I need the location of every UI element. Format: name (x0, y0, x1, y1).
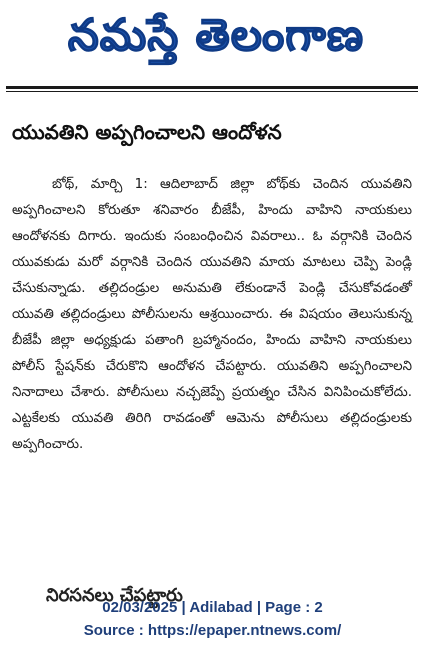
masthead-rule-thin (6, 91, 418, 92)
article-headline: యువతిని అప్పగించాలని ఆందోళన (12, 120, 282, 144)
footer-source-link[interactable]: Source : https://epaper.ntnews.com/ (83, 622, 342, 639)
source-footer (0, 596, 425, 642)
masthead-rule-thick (6, 86, 418, 89)
article-body: బోథ్, మార్చి 1: ఆదిలాబాద్ జిల్లా బోథ్‌కు చెందిన యువతిని అప్పగించాలని కోరుతూ శనివారం బీజేపీ, హిందు వాహిని నాయకులు ఆందోళనకు దిగారు. ఇందుకు సంబంధించిన వివరాలు.. ఓ వర్గానికి చెందిన యువకుడు మరో వర్గానికి చెందిన యువతిని మాయ మాటలు చెప్పి పెండ్లి చేసుకున్నాడు. తల్లిదండ్రుల అనుమతి లేకుండానే పెండ్లి చేసుకోవడంతో యువతి తల్లిదండ్రులు పోలీసులను ఆశ్రయించారు. ఈ విషయం తెలుసుకున్న బీజేపీ జిల్లా అధ్యక్షుడు పతాంగి బ్రహ్మానందం, హిందు వాహిని నాయకులు పోలీస్ స్టేషన్‌కు చేరుకొని ఆందోళన చేపట్టారు. యువతిని అప్పగించాలని నినాదాలు చేశారు. పోలీసులు నచ్చజెప్పే ప్రయత్నం చేసిన వినిపించుకోలేదు. ఎట్టకేలకు యువతి తిరిగి రావడంతో ఆమెను పోలీసులు తల్లిదండ్రులకు అప్పగించారు. (12, 177, 412, 452)
footer-date-edition: 02/03/2025 | Adilabad | Page : 2 (102, 599, 323, 616)
newspaper-clipping (6, 4, 421, 606)
next-article-fragment: నిరసనలు చేపట్టారు (46, 585, 183, 606)
newspaper-masthead: నమస్తే తెలంగాణ (67, 10, 365, 61)
